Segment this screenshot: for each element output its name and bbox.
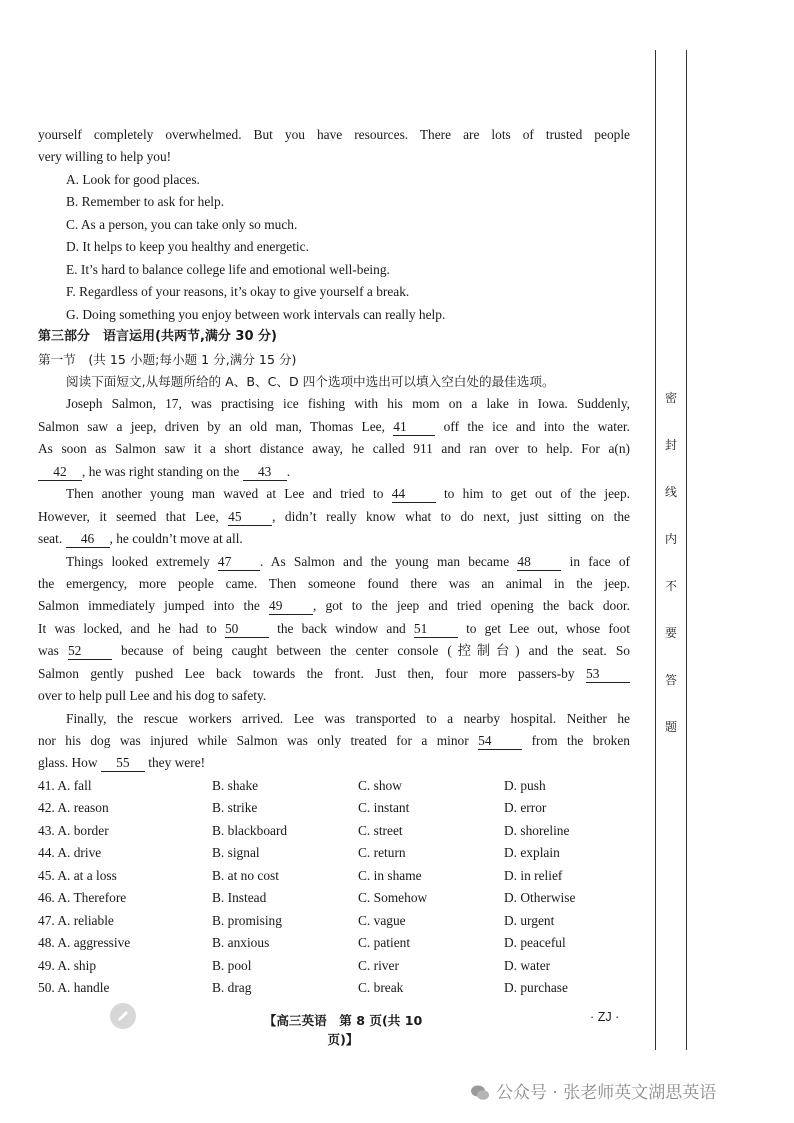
footer-title: 【高三英语 第 8 页(共 10 页)】 xyxy=(263,1013,423,1047)
passage-tail-line: very willing to help you! xyxy=(38,149,172,165)
blank-50[interactable]: 50 xyxy=(225,621,269,638)
passage-line: Then another young man waved at Lee and tried to 44 to him to get out of the jeep. xyxy=(66,486,630,502)
choice[interactable]: 44. A. drive xyxy=(38,845,102,861)
option-b: B. Remember to ask for help. xyxy=(66,194,225,210)
choice[interactable]: 46. A. Therefore xyxy=(38,890,127,906)
passage-line: It was locked, and he had to 50 the back window and 51 to get Lee out, whose foot xyxy=(38,620,630,636)
choice[interactable]: B. drag xyxy=(212,980,252,995)
choice[interactable]: B. promising xyxy=(212,912,282,928)
choice[interactable]: 48. A. aggressive xyxy=(38,935,131,951)
section-subtitle: 第一节 (共 15 小题;每小题 1 分,满分 15 分) xyxy=(38,351,297,367)
blank-43[interactable]: 43 xyxy=(243,464,287,481)
choice[interactable]: D. explain xyxy=(504,845,560,861)
binding-char: 封 xyxy=(664,438,677,452)
passage-line: the emergency, more people came. Then someone found there was an animal in the jeep. xyxy=(38,575,630,591)
option-c: C. As a person, you can take only so much. xyxy=(66,216,298,232)
passage-line: over to help pull Lee and his dog to safety. xyxy=(38,688,267,704)
choice[interactable]: 43. A. border xyxy=(38,822,109,838)
choice[interactable]: C. river xyxy=(358,957,399,973)
choice[interactable]: C. show xyxy=(358,777,402,793)
option-a: A. Look for good places. xyxy=(66,171,200,187)
choice[interactable]: C. vague xyxy=(358,912,406,928)
choice[interactable]: D. shoreline xyxy=(504,822,570,838)
choice[interactable]: D. in relief xyxy=(504,867,563,883)
choice[interactable]: 50. A. handle xyxy=(38,980,110,995)
choice[interactable]: D. peaceful xyxy=(504,935,566,951)
blank-45[interactable]: 45 xyxy=(228,509,272,526)
blank-44[interactable]: 44 xyxy=(392,486,436,503)
choice[interactable]: 45. A. at a loss xyxy=(38,867,117,883)
blank-54[interactable]: 54 xyxy=(478,733,522,750)
choice[interactable]: D. purchase xyxy=(504,980,568,995)
blank-41[interactable]: 41 xyxy=(393,419,435,436)
passage-line: Salmon gently pushed Lee back towards the front. Just then, four more passers-by 53 xyxy=(38,663,630,685)
passage-line: Salmon saw a jeep, driven by an old man, Thomas Lee, 41 off the ice and into the water. xyxy=(38,418,630,434)
pencil-icon xyxy=(110,1003,136,1029)
blank-55[interactable]: 55 xyxy=(101,755,145,772)
choice[interactable]: 42. A. reason xyxy=(38,800,109,816)
blank-48[interactable]: 48 xyxy=(517,554,561,571)
binding-char: 要 xyxy=(664,626,677,640)
passage-line: glass. How 55 they were! xyxy=(38,755,206,771)
binding-line-left xyxy=(655,50,656,1050)
passage-line: 42 , he was right standing on the 43 . xyxy=(38,461,630,483)
option-f: F. Regardless of your reasons, it’s okay to give yourself a break. xyxy=(66,284,410,300)
exam-page-body xyxy=(38,124,630,999)
blank-46[interactable]: 46 xyxy=(66,531,110,548)
option-e: E. It’s hard to balance college life and emotional well-being. xyxy=(66,261,390,277)
footer-code: · ZJ · xyxy=(590,1010,620,1024)
passage-line: was 52 because of being caught between the center console (控制台) and the seat. So xyxy=(38,643,630,659)
section-instruction: 阅读下面短文,从每题所给的 A、B、C、D 四个选项中选出可以填入空白处的最佳选项。 xyxy=(66,373,555,389)
passage-line: nor his dog was injured while Salmon was only treated for a minor 54 from the broken xyxy=(38,733,630,749)
blank-42[interactable]: 42 xyxy=(38,464,82,481)
blank-47[interactable]: 47 xyxy=(218,554,260,571)
choice[interactable]: C. patient xyxy=(358,935,411,951)
binding-char: 线 xyxy=(664,485,677,499)
question-options xyxy=(38,775,630,1000)
passage-line: As soon as Salmon saw it a short distance away, he called 911 and ran over to help. For a(n) xyxy=(38,441,630,457)
watermark xyxy=(470,1078,716,1103)
watermark-text: 公众号 · 张老师英文湖思英语 xyxy=(496,1083,717,1103)
binding-char: 密 xyxy=(664,391,677,405)
choice[interactable]: B. Instead xyxy=(212,890,267,906)
choice[interactable]: 47. A. reliable xyxy=(38,912,114,928)
passage-line: Things looked extremely 47 . As Salmon and the young man became 48 in face of xyxy=(66,553,630,569)
choice[interactable]: B. blackboard xyxy=(212,822,288,838)
choice[interactable]: 49. A. ship xyxy=(38,957,97,973)
option-d: D. It helps to keep you healthy and energetic. xyxy=(66,239,309,255)
choice[interactable]: D. Otherwise xyxy=(504,890,576,906)
binding-char: 题 xyxy=(664,720,677,734)
choice[interactable]: C. break xyxy=(358,980,404,995)
option-g: G. Doing something you enjoy between work intervals can really help. xyxy=(66,306,446,322)
binding-char: 答 xyxy=(664,673,677,687)
choice[interactable]: B. signal xyxy=(212,845,260,861)
wechat-icon xyxy=(470,1084,490,1102)
choice[interactable]: B. pool xyxy=(212,957,252,973)
passage-line: Salmon immediately jumped into the 49 , got to the jeep and tried opening the back door. xyxy=(38,598,630,614)
binding-notice xyxy=(662,389,680,765)
choice[interactable]: B. at no cost xyxy=(212,867,279,883)
binding-char: 不 xyxy=(664,579,677,593)
choice[interactable]: B. shake xyxy=(212,777,259,793)
binding-char: 内 xyxy=(664,532,677,546)
section-title: 第三部分 语言运用(共两节,满分 30 分) xyxy=(38,329,277,345)
blank-49[interactable]: 49 xyxy=(269,598,313,615)
passage-tail-line: yourself completely overwhelmed. But you have resources. There are lots of trusted people xyxy=(38,127,630,142)
choice[interactable]: B. anxious xyxy=(212,935,270,951)
choice[interactable]: C. instant xyxy=(358,800,410,816)
blank-53[interactable]: 53 xyxy=(586,666,630,683)
blank-51[interactable]: 51 xyxy=(414,621,458,638)
binding-line-right xyxy=(686,50,687,1050)
choice[interactable]: C. street xyxy=(358,822,403,838)
choice[interactable]: D. error xyxy=(504,800,547,816)
passage-line: However, it seemed that Lee, 45 , didn’t really know what to do next, just sitting on the xyxy=(38,508,630,524)
passage-line: Joseph Salmon, 17, was practising ice fishing with his mom on a lake in Iowa. Suddenly, xyxy=(66,396,630,412)
choice[interactable]: 41. A. fall xyxy=(38,777,92,793)
choice[interactable]: C. return xyxy=(358,845,406,861)
choice[interactable]: C. in shame xyxy=(358,867,422,883)
choice[interactable]: D. water xyxy=(504,957,551,973)
blank-52[interactable]: 52 xyxy=(68,643,112,660)
choice[interactable]: C. Somehow xyxy=(358,890,428,906)
choice[interactable]: D. urgent xyxy=(504,912,555,928)
passage-line: Finally, the rescue workers arrived. Lee was transported to a nearby hospital. Neither he xyxy=(66,710,630,726)
passage-line: seat. 46 , he couldn’t move at all. xyxy=(38,531,243,547)
choice[interactable]: B. strike xyxy=(212,800,258,816)
choice[interactable]: D. push xyxy=(504,777,546,793)
